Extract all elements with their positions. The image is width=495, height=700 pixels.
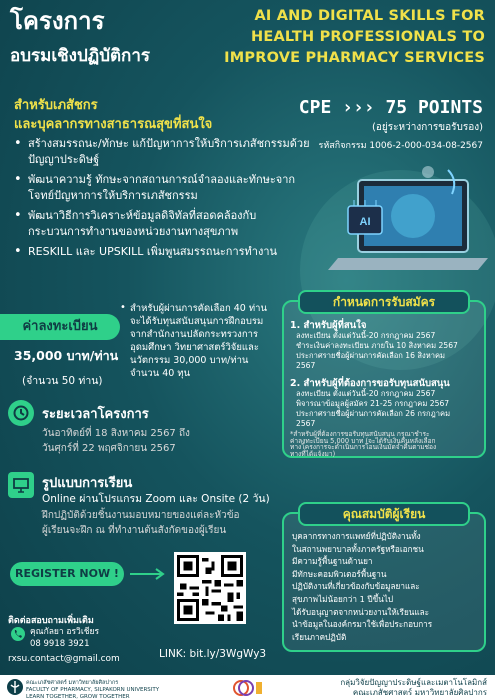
contact-email[interactable]: rxsu.contact@gmail.com [8,654,120,664]
register-link[interactable]: LINK: bit.ly/3WgWy3 [159,648,267,660]
footer-left [26,680,159,700]
qualification-item: เรียนภาคปฏิบัติ [292,631,347,642]
contact-info [30,626,99,650]
fee-seats: (จำนวน 50 ท่าน) [22,375,103,387]
qualification-item: บุคลากรทางการแพทย์ที่ปฏิบัติงานทั้ง [292,531,421,541]
fee-note-line: จำนวน 40 ทุน [130,368,191,379]
qualification-item: ในสถานพยาบาลทั้งภาครัฐหรือเอกชน [292,543,424,554]
footer-right [340,678,487,698]
clock-icon [8,400,34,426]
qr-code[interactable] [174,552,246,624]
phone-icon [10,626,26,642]
bullet-dot: • [120,302,126,313]
contact-name: คุณกัลยา อรวิเชียร [30,627,100,637]
qualification-list [292,530,432,643]
format-desc-1: ฝึกปฏิบัติด้วยชิ้นงานมอบหมายของแต่ละหัวข้อ [42,510,240,521]
laptop-ai-illustration [318,150,488,290]
period-end: วันศุกร์ที่ 22 พฤศจิกายน 2567 [42,443,176,454]
audience-line-2: และบุคลากรทางสาธารณสุขที่สนใจ [14,117,213,132]
presentation-icon [8,472,34,498]
title-en-2: HEALTH PROFESSIONALS TO [251,29,485,45]
audience-line-1: สำหรับเภสัชกร [14,98,98,113]
cpe-block [299,97,483,152]
contact-phone: 08 9918 3921 [30,639,90,649]
fee-note [120,302,270,380]
cpe-code: รหัสกิจกรรม 1006-2-000-034-08-2567 [318,141,483,151]
fee-note-line: นวัตกรรม 30,000 บาท/ท่าน [130,355,249,366]
svg-text:AI: AI [359,216,371,228]
schedule-note-line: ทางโครงการจะดำเนินการโอนเงินมัดจำคืนตามช่อง [290,443,437,451]
schedule-item: พิจารณาข้อมูลผู้สมัคร 21-25 กรกฎาคม 2567 [296,399,450,408]
schedule-note-line: ค่าลงทะเบียน 5,000 บาท (จะได้รับเงินคืนหลังเลือก [290,436,436,445]
schedule-group-1-title: 1. สำหรับผู้ที่สนใจ [290,320,367,331]
faculty-logo-icon [6,678,24,696]
period-title: ระยะเวลาโครงการ [42,407,149,422]
qualification-item: มีความรู้พื้นฐานด้านยา [292,556,373,567]
period-start: วันอาทิตย์ที่ 18 สิงหาคม 2567 ถึง [42,428,190,439]
faculty-slogan: LEARN TOGETHER, GROW TOGETHER [26,694,130,700]
fee-amount: 35,000 บาท/ท่าน [14,348,119,363]
footer [0,675,495,700]
title-thai [10,6,150,69]
schedule-note-line: *สำหรับผู้ที่ต้องการขอรับทุนสนับสนุน กรุณาชำระ [290,430,430,438]
title-thai-2: อบรมเชิงปฏิบัติการ [10,46,150,66]
qualification-item: สุขภาพไม่น้อยกว่า 1 ปีขึ้นไป [292,593,394,604]
schedule-group-1 [296,331,458,371]
qualification-item: นำข้อมูลในองค์กรมาใช้เพื่อประกอบการ [292,619,433,630]
arrow-right-icon [128,566,168,582]
fee-label: ค่าลงทะเบียน [22,319,98,334]
schedule-item: ชำระเงินค่าลงทะเบียน ภายใน 10 สิงหาคม 2567 [296,341,458,350]
faculty-name-th: คณะเภสัชศาสตร์ มหาวิทยาลัยศิลปากร [26,680,119,686]
title-en-3: IMPROVE PHARMACY SERVICES [224,50,485,66]
schedule-note-line: ทางที่ได้แจ้งมา) [290,449,336,458]
title-english [205,6,485,69]
objective-item: • พัฒนาวิธีการวิเคราะห์ข้อมูลดิจิทัลที่สอดคล้องกับกระบวนการทำงานของหน่วยงานทางสุขภาพ [14,208,314,240]
fee-tag [0,314,120,340]
contact-title: ติดต่อสอบถามเพิ่มเติม [8,616,94,626]
format-title: รูปแบบการเรียน [42,476,133,491]
fee-note-line: อุดมศึกษา วิทยาศาสตร์วิจัยและ [130,342,259,353]
cpe-points: CPE ››› 75 POINTS [298,97,483,118]
objective-item: • RESKILL และ UPSKILL เพิ่มพูนสมรรถนะการทำงาน [14,244,314,260]
schedule-group-2-title: 2. สำหรับผู้ที่ต้องการขอรับทุนสนับสนุน [290,378,450,389]
fee-note-line: สำหรับผู้ผ่านการคัดเลือก 40 ท่าน [130,303,267,314]
schedule-item: 2567 [296,361,316,370]
objectives-list [14,136,314,264]
qualification-item: มีทักษะคอมพิวเตอร์พื้นฐาน [292,568,387,579]
format-mode: Online ผ่านโปรแกรม Zoom และ Onsite (2 วัน) [42,493,270,505]
qualification-item: ได้รับอนุญาตจากหน่วยงานให้เรียนและ [292,606,430,617]
audience [14,96,212,134]
fee-note-line: จะได้รับทุนสนับสนุนการฝึกอบรม [130,316,264,327]
schedule-item: ประกาศรายชื่อผู้ผ่านการคัดเลือก 26 กรกฎาคม [296,409,451,418]
cpe-status: (อยู่ระหว่างการขอรับรอง) [372,122,483,133]
schedule-item: ลงทะเบียน ตั้งแต่วันนี้-20 กรกฎาคม 2567 [296,331,436,340]
research-faculty: คณะเภสัชศาสตร์ มหาวิทยาลัยศิลปากร [352,688,487,697]
schedule-item: ประกาศรายชื่อผู้ผ่านการคัดเลือก 16 สิงหาคม [296,351,446,360]
research-group: กลุ่มวิจัยปัญญาประดิษฐ์และเมตาโนโลมิกส์ [340,678,487,687]
partner-logo-icon [232,678,264,697]
fee-note-line: จากสำนักงานปลัดกระทรวงการ [130,329,259,340]
title-thai-1: โครงการ [10,7,105,35]
objective-item: • สร้างสมรรถนะ/ทักษะ แก้ปัญหาการให้บริการเภสัชกรรมด้วยปัญญาประดิษฐ์ [14,136,314,168]
objective-item: • พัฒนาความรู้ ทักษะจากสถานการณ์จำลองและทักษะจากโจทย์ปัญหาการให้บริการเภสัชกรรม [14,172,314,204]
title-en-1: AI AND DIGITAL SKILLS FOR [254,8,485,24]
qualification-title: คุณสมบัติผู้เรียน [298,502,470,526]
faculty-name-en: FACULTY OF PHARMACY, SILPAKORN UNIVERSITY [26,687,160,693]
schedule-item: 2567 [296,419,316,428]
schedule-group-2 [296,389,450,429]
qualification-item: ปฏิบัติงานที่เกี่ยวข้องกับข้อมูลยาและ [292,581,420,592]
schedule-item: ลงทะเบียน ตั้งแต่วันนี้-20 กรกฎาคม 2567 [296,389,436,398]
schedule-note [290,431,436,457]
format-desc-2: ผู้เรียนจะฝึก ณ ที่ทำงานต้นสังกัดของผู้เรียน [42,525,227,536]
register-button[interactable]: REGISTER NOW ! [10,562,124,586]
schedule-title: กำหนดการรับสมัคร [298,290,470,314]
